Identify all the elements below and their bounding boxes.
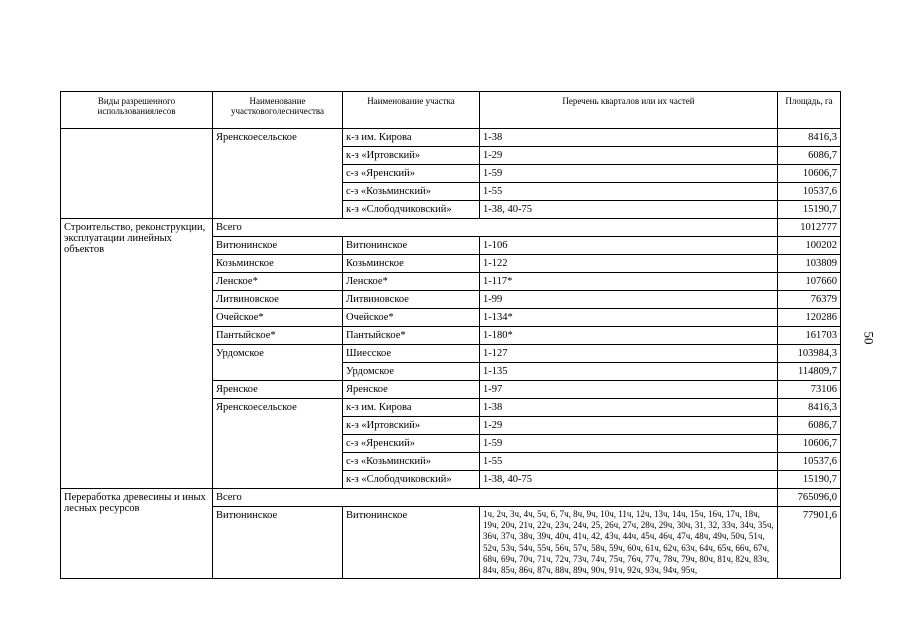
area-cell: 100202 [778, 237, 841, 255]
area-cell: 103984,3 [778, 345, 841, 363]
total-label: Всего [213, 219, 778, 237]
area-cell: 107660 [778, 273, 841, 291]
forestry-cell: Урдомское [213, 345, 343, 381]
forestry-cell: Яренскоесельское [213, 129, 343, 219]
area-cell: 161703 [778, 327, 841, 345]
quarters-cell: 1-38 [480, 399, 778, 417]
forestry-cell: Ленское* [213, 273, 343, 291]
plot-cell: к-з «Слободчиковский» [343, 201, 480, 219]
forestry-cell: Литвиновское [213, 291, 343, 309]
quarters-cell: 1-122 [480, 255, 778, 273]
quarters-cell: 1-59 [480, 165, 778, 183]
page-number: 50 [861, 331, 877, 345]
area-cell: 77901,6 [778, 507, 841, 579]
quarters-cell: 1-134* [480, 309, 778, 327]
forestry-cell: Очейское* [213, 309, 343, 327]
header-forestry: Наименование участковоголесничества [213, 92, 343, 129]
plot-cell: Литвиновское [343, 291, 480, 309]
plot-cell: с-з «Яренский» [343, 165, 480, 183]
area-cell: 10537,6 [778, 453, 841, 471]
quarters-cell: 1-97 [480, 381, 778, 399]
use-cell-empty [61, 129, 213, 219]
area-cell: 10606,7 [778, 435, 841, 453]
total-label: Всего [213, 489, 778, 507]
quarters-cell: 1-55 [480, 183, 778, 201]
plot-cell: к-з им. Кирова [343, 399, 480, 417]
table-header-row [61, 92, 841, 129]
use-type-cell: Строительство, реконструкции, эксплуатации линейных объектов [61, 219, 213, 489]
plot-cell: Витюнинское [343, 507, 480, 579]
plot-cell: к-з «Иртовский» [343, 417, 480, 435]
area-cell: 76379 [778, 291, 841, 309]
quarters-list-cell: 1ч, 2ч, 3ч, 4ч, 5ч, 6, 7ч, 8ч, 9ч, 10ч, 11ч, 12ч, 13ч, 14ч, 15ч, 16ч, 17ч, 18ч, 19ч, 20ч, 21ч, 22ч, 23ч, 24ч, 25, 26ч, 27ч, 28ч, 29ч, 30ч, 31, 32, 33ч, 34ч, 35ч, 36ч, 37ч, 38ч, 39ч, 40ч, 41ч, 42, 43ч, 44ч, 45ч, 46ч, 47ч, 48ч, 49ч, 50ч, 51ч, 52ч, 53ч, 54ч, 55ч, 56ч, 57ч, 58ч, 59ч, 60ч, 61ч, 62ч, 63ч, 64ч, 65ч, 66ч, 67ч, 68ч, 69ч, 70ч, 71ч, 72ч, 73ч, 74ч, 75ч, 76ч, 77ч, 78ч, 79ч, 80ч, 81ч, 82ч, 83ч, 84ч, 85ч, 86ч, 87ч, 88ч, 89ч, 90ч, 91ч, 92ч, 93ч, 94ч, 95ч, [480, 507, 778, 579]
forestry-cell: Козьминское [213, 255, 343, 273]
area-cell: 15190,7 [778, 471, 841, 489]
plot-cell: с-з «Яренский» [343, 435, 480, 453]
use-type-cell: Переработка древесины и иных лесных ресурсов [61, 489, 213, 579]
quarters-cell: 1-38 [480, 129, 778, 147]
forestry-cell: Витюнинское [213, 237, 343, 255]
quarters-cell: 1-38, 40-75 [480, 201, 778, 219]
forestry-cell: Витюнинское [213, 507, 343, 579]
area-cell: 73106 [778, 381, 841, 399]
area-cell: 6086,7 [778, 417, 841, 435]
quarters-cell: 1-106 [480, 237, 778, 255]
plot-cell: Урдомское [343, 363, 480, 381]
plot-cell: Ленское* [343, 273, 480, 291]
plot-cell: Витюнинское [343, 237, 480, 255]
area-cell: 10606,7 [778, 165, 841, 183]
area-cell: 8416,3 [778, 399, 841, 417]
area-cell: 10537,6 [778, 183, 841, 201]
quarters-cell: 1-117* [480, 273, 778, 291]
plot-cell: Яренское [343, 381, 480, 399]
quarters-cell: 1-29 [480, 417, 778, 435]
plot-cell: Шиесское [343, 345, 480, 363]
header-use-type: Виды разрешенного использованиялесов [61, 92, 213, 129]
section-total-row [61, 219, 841, 237]
forestry-cell: Яренское [213, 381, 343, 399]
plot-cell: Пантыйское* [343, 327, 480, 345]
area-cell: 15190,7 [778, 201, 841, 219]
plot-cell: с-з «Козьминский» [343, 183, 480, 201]
total-area: 765096,0 [778, 489, 841, 507]
plot-cell: к-з «Иртовский» [343, 147, 480, 165]
plot-cell: Козьминское [343, 255, 480, 273]
quarters-cell: 1-38, 40-75 [480, 471, 778, 489]
quarters-cell: 1-99 [480, 291, 778, 309]
forestry-cell: Пантыйское* [213, 327, 343, 345]
area-cell: 6086,7 [778, 147, 841, 165]
plot-cell: Очейское* [343, 309, 480, 327]
header-area: Площадь, га [778, 92, 841, 129]
forestry-cell: Яренскоесельское [213, 399, 343, 489]
plot-cell: к-з «Слободчиковский» [343, 471, 480, 489]
section-total-row [61, 489, 841, 507]
forest-use-table [60, 91, 841, 579]
quarters-cell: 1-55 [480, 453, 778, 471]
area-cell: 120286 [778, 309, 841, 327]
plot-cell: к-з им. Кирова [343, 129, 480, 147]
quarters-cell: 1-135 [480, 363, 778, 381]
quarters-cell: 1-180* [480, 327, 778, 345]
quarters-cell: 1-29 [480, 147, 778, 165]
area-cell: 103809 [778, 255, 841, 273]
quarters-cell: 1-59 [480, 435, 778, 453]
area-cell: 114809,7 [778, 363, 841, 381]
table-row [61, 129, 841, 147]
total-area: 1012777 [778, 219, 841, 237]
plot-cell: с-з «Козьминский» [343, 453, 480, 471]
header-plot: Наименование участка [343, 92, 480, 129]
header-quarters: Перечень кварталов или их частей [480, 92, 778, 129]
quarters-cell: 1-127 [480, 345, 778, 363]
area-cell: 8416,3 [778, 129, 841, 147]
